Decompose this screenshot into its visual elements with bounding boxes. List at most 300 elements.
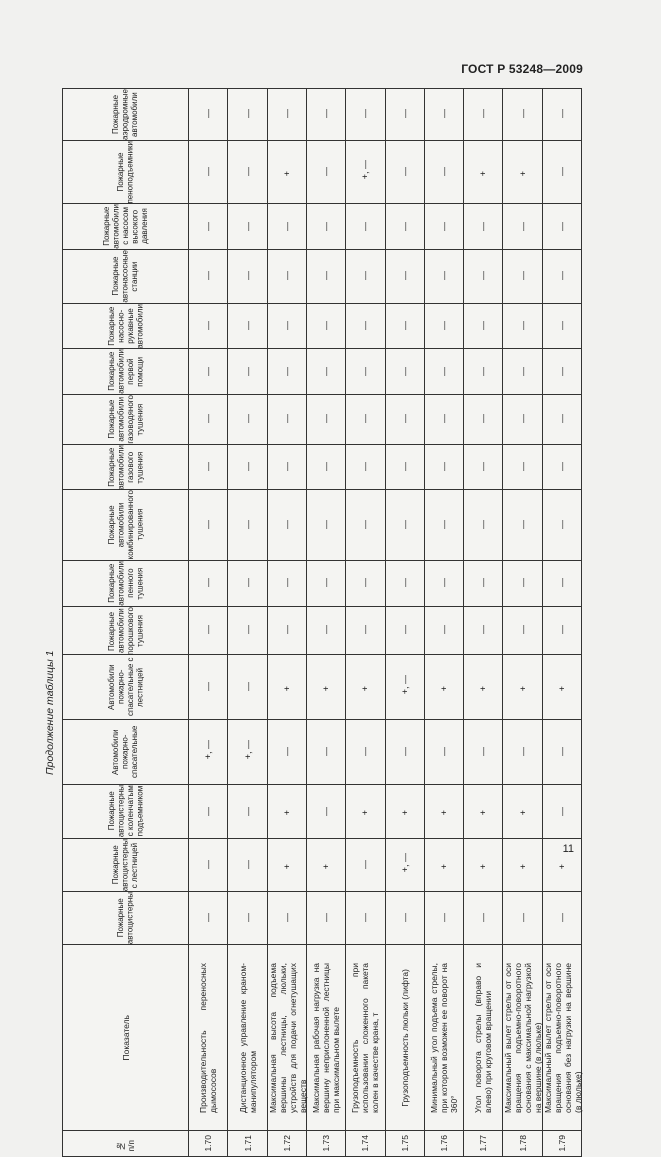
- mark: —: [281, 520, 292, 530]
- mark: —: [399, 167, 410, 177]
- mark-cell: [228, 250, 267, 304]
- mark: —: [203, 462, 214, 472]
- vehicle-type-label: Пожарные автоцистерны: [116, 891, 135, 945]
- mark: —: [478, 321, 489, 331]
- mark: —: [242, 321, 253, 331]
- mark-cell: [267, 140, 306, 204]
- mark-cell: [464, 303, 503, 349]
- row-number: 1.75: [399, 1135, 410, 1152]
- mark: +: [517, 863, 528, 869]
- mark-cell: [464, 785, 503, 838]
- mark-cell: [542, 606, 581, 655]
- indicator-label-cell: [385, 945, 424, 1131]
- mark: —: [399, 747, 410, 757]
- mark-cell: [306, 444, 345, 490]
- mark-cell: [267, 785, 306, 838]
- mark-cell: [346, 395, 385, 445]
- mark: —: [399, 578, 410, 588]
- mark-cell: [385, 303, 424, 349]
- mark-cell: [503, 490, 542, 560]
- mark-cell: [267, 560, 306, 606]
- vehicle-type-label: Пожарные автомобили порошкового тушения: [106, 606, 145, 655]
- mark: —: [242, 462, 253, 472]
- mark-cell: [464, 606, 503, 655]
- mark: +: [478, 810, 489, 816]
- spec-table: [62, 88, 582, 1157]
- mark-cell: [385, 395, 424, 445]
- row-number-cell: [503, 1131, 542, 1157]
- mark: —: [281, 271, 292, 281]
- mark-cell: [385, 250, 424, 304]
- mark-cell: [228, 720, 267, 785]
- mark-cell: [346, 490, 385, 560]
- mark: —: [556, 625, 567, 635]
- mark: —: [242, 806, 253, 816]
- mark: +: [556, 686, 567, 692]
- mark: —: [556, 462, 567, 472]
- mark: +: [281, 810, 292, 816]
- row-number: 1.70: [203, 1135, 214, 1152]
- indicator-label-cell: [267, 945, 306, 1131]
- mark-cell: [385, 891, 424, 944]
- mark-cell: [542, 303, 581, 349]
- mark: —: [517, 321, 528, 331]
- mark: —: [517, 913, 528, 923]
- mark: +: [517, 810, 528, 816]
- mark-cell: [306, 303, 345, 349]
- indicator-label-cell: [464, 945, 503, 1131]
- indicator-label: Угол поворота стрелы (вправо и влево) при круговом вращении: [473, 962, 494, 1113]
- mark-cell: [189, 349, 228, 395]
- mark: —: [281, 462, 292, 472]
- mark: —: [478, 366, 489, 376]
- mark-cell: [267, 606, 306, 655]
- indicator-label-cell: [346, 945, 385, 1131]
- mark: —: [281, 109, 292, 119]
- mark: —: [242, 682, 253, 692]
- mark-cell: [267, 395, 306, 445]
- standard-header: ГОСТ Р 53248—2009: [461, 62, 583, 76]
- mark-cell: [228, 785, 267, 838]
- mark-cell: [385, 606, 424, 655]
- mark-cell: [424, 303, 463, 349]
- mark: —: [360, 913, 371, 923]
- mark-cell: [189, 140, 228, 204]
- mark: —: [321, 913, 332, 923]
- mark: —: [281, 321, 292, 331]
- mark: —: [321, 462, 332, 472]
- mark-cell: [267, 838, 306, 891]
- mark-cell: [346, 140, 385, 204]
- mark-cell: [267, 349, 306, 395]
- mark-cell: [228, 560, 267, 606]
- mark-cell: [267, 204, 306, 250]
- mark: +: [399, 810, 410, 816]
- mark: —: [478, 578, 489, 588]
- mark-cell: [464, 655, 503, 720]
- mark: —: [478, 462, 489, 472]
- vehicle-type-cell: [63, 395, 189, 445]
- mark: —: [281, 366, 292, 376]
- mark: —: [517, 747, 528, 757]
- mark-cell: [306, 490, 345, 560]
- mark: —: [321, 167, 332, 177]
- mark-cell: [542, 720, 581, 785]
- mark: +, —: [360, 160, 371, 180]
- mark-cell: [228, 89, 267, 141]
- mark: —: [360, 109, 371, 119]
- mark-cell: [542, 655, 581, 720]
- indicator-label: Грузоподъемность люльки (лифта): [399, 968, 410, 1107]
- mark: —: [517, 366, 528, 376]
- mark-cell: [464, 349, 503, 395]
- vehicle-type-label: Пожарные автоцистерны с коленчатым подъемником: [106, 785, 145, 838]
- mark-cell: [503, 303, 542, 349]
- row-number-cell: [464, 1131, 503, 1157]
- mark-cell: [228, 349, 267, 395]
- mark-cell: [346, 89, 385, 141]
- mark-cell: [464, 490, 503, 560]
- mark-cell: [424, 204, 463, 250]
- mark: +: [281, 170, 292, 177]
- indicator-label-cell: [306, 945, 345, 1131]
- mark: —: [438, 747, 449, 757]
- vehicle-type-cell: [63, 89, 189, 141]
- mark: —: [556, 321, 567, 331]
- mark: —: [556, 414, 567, 424]
- indicator-label-cell: [542, 945, 581, 1131]
- mark: —: [399, 520, 410, 530]
- row-number-cell: [424, 1131, 463, 1157]
- row-number: 1.72: [281, 1135, 292, 1152]
- vehicle-type-cell: [63, 655, 189, 720]
- mark: —: [203, 682, 214, 692]
- row-number-cell: [385, 1131, 424, 1157]
- mark: —: [399, 221, 410, 231]
- mark: —: [360, 462, 371, 472]
- indicator-label: Минимальный угол подъема стрелы, при котором возможен ее поворот на 360°: [428, 962, 459, 1113]
- mark-cell: [189, 490, 228, 560]
- mark: —: [360, 271, 371, 281]
- mark-cell: [385, 490, 424, 560]
- mark: —: [438, 578, 449, 588]
- mark: —: [556, 366, 567, 376]
- mark-cell: [424, 720, 463, 785]
- mark: —: [517, 271, 528, 281]
- row-number: 1.78: [517, 1135, 528, 1152]
- row-number: 1.79: [556, 1135, 567, 1152]
- mark-cell: [189, 204, 228, 250]
- mark-cell: [267, 490, 306, 560]
- mark-cell: [306, 560, 345, 606]
- mark: —: [321, 366, 332, 376]
- indicator-label: Максимальный вылет стрелы от оси вращения подъемно-поворотного основания с максимальной нагрузкой на вершине (в люльке): [503, 962, 544, 1113]
- mark-cell: [306, 395, 345, 445]
- vehicle-type-cell: [63, 204, 189, 250]
- mark: —: [242, 109, 253, 119]
- mark-cell: [189, 250, 228, 304]
- mark-cell: [503, 349, 542, 395]
- vehicle-type-label: Пожарные автомобили газового тушения: [106, 444, 145, 490]
- vehicle-type-cell: [63, 303, 189, 349]
- row-number-cell: [306, 1131, 345, 1157]
- mark-cell: [503, 250, 542, 304]
- mark-cell: [424, 606, 463, 655]
- mark-cell: [385, 89, 424, 141]
- vehicle-type-label: Автомобили пожарно-спасательные с лестницей: [106, 658, 145, 717]
- vehicle-type-label: Автомобили пожарно-спасательные: [111, 726, 140, 779]
- mark: —: [517, 625, 528, 635]
- mark: —: [321, 414, 332, 424]
- mark: —: [203, 271, 214, 281]
- row-number-cell: [228, 1131, 267, 1157]
- mark: —: [399, 271, 410, 281]
- mark: +, —: [242, 740, 253, 760]
- vehicle-type-label: Пожарные автомобили газоводяного тушения: [106, 395, 145, 444]
- mark: —: [242, 167, 253, 177]
- mark: +: [321, 863, 332, 869]
- mark: —: [321, 109, 332, 119]
- mark-cell: [424, 891, 463, 944]
- mark: +, —: [399, 675, 410, 695]
- page-number: 11: [562, 843, 574, 855]
- mark-cell: [542, 560, 581, 606]
- mark: —: [242, 271, 253, 281]
- mark: —: [321, 321, 332, 331]
- mark-cell: [346, 785, 385, 838]
- indicator-label: Максимальная высота подъема вершины лестницы, люльки, устройств для подачи огнетушащих веществ: [267, 962, 308, 1113]
- mark-cell: [503, 785, 542, 838]
- mark: —: [478, 414, 489, 424]
- indicator-label-cell: [189, 945, 228, 1131]
- mark: +: [478, 686, 489, 692]
- mark-cell: [306, 250, 345, 304]
- mark: +: [321, 686, 332, 692]
- mark-cell: [189, 655, 228, 720]
- mark-cell: [267, 303, 306, 349]
- mark-cell: [503, 89, 542, 141]
- mark-cell: [503, 444, 542, 490]
- mark-cell: [228, 395, 267, 445]
- mark: —: [438, 109, 449, 119]
- mark: —: [517, 462, 528, 472]
- mark: —: [203, 578, 214, 588]
- mark: —: [203, 859, 214, 869]
- mark-cell: [189, 720, 228, 785]
- mark-cell: [346, 204, 385, 250]
- vehicle-type-cell: [63, 140, 189, 204]
- mark-cell: [464, 560, 503, 606]
- mark: —: [556, 520, 567, 530]
- mark: —: [242, 578, 253, 588]
- vehicle-type-cell: [63, 838, 189, 891]
- mark-cell: [385, 349, 424, 395]
- mark: +: [478, 170, 489, 177]
- mark-cell: [464, 89, 503, 141]
- mark-cell: [346, 606, 385, 655]
- indicator-label-cell: [228, 945, 267, 1131]
- mark-cell: [503, 891, 542, 944]
- mark-cell: [189, 444, 228, 490]
- row-number-cell: [542, 1131, 581, 1157]
- num-header: № п/п: [115, 1140, 136, 1152]
- pokaz-header-cell: [63, 945, 189, 1131]
- mark: —: [438, 366, 449, 376]
- mark: —: [438, 414, 449, 424]
- mark: —: [399, 366, 410, 376]
- mark: —: [438, 462, 449, 472]
- mark-cell: [424, 349, 463, 395]
- mark-cell: [385, 140, 424, 204]
- mark-cell: [228, 140, 267, 204]
- mark-cell: [346, 720, 385, 785]
- mark: —: [281, 414, 292, 424]
- mark-cell: [189, 303, 228, 349]
- mark-cell: [464, 250, 503, 304]
- mark-cell: [424, 140, 463, 204]
- mark: —: [399, 625, 410, 635]
- mark: +: [556, 863, 567, 869]
- mark-cell: [306, 89, 345, 141]
- mark: —: [478, 625, 489, 635]
- mark: —: [556, 221, 567, 231]
- vehicle-type-cell: [63, 490, 189, 560]
- mark-cell: [542, 490, 581, 560]
- mark: —: [321, 806, 332, 816]
- mark: —: [360, 859, 371, 869]
- mark-cell: [503, 204, 542, 250]
- mark-cell: [306, 606, 345, 655]
- vehicle-type-label: Пожарные аэродромные автомобили: [111, 89, 140, 140]
- mark: —: [478, 520, 489, 530]
- mark-cell: [306, 720, 345, 785]
- mark: —: [360, 414, 371, 424]
- mark: —: [203, 167, 214, 177]
- mark: —: [321, 578, 332, 588]
- mark-cell: [542, 204, 581, 250]
- mark-cell: [542, 891, 581, 944]
- indicator-label-cell: [424, 945, 463, 1131]
- vehicle-type-label: Пожарные автомобили комбинированного тушения: [106, 490, 145, 560]
- mark-cell: [503, 655, 542, 720]
- mark: —: [321, 747, 332, 757]
- mark-cell: [542, 785, 581, 838]
- pokaz-header: Показатель: [120, 1014, 131, 1061]
- mark-cell: [464, 204, 503, 250]
- mark: —: [517, 414, 528, 424]
- mark-cell: [346, 838, 385, 891]
- mark: +: [360, 686, 371, 692]
- mark-cell: [385, 204, 424, 250]
- mark: —: [478, 913, 489, 923]
- row-number: 1.76: [438, 1135, 449, 1152]
- vehicle-type-label: Пожарные автомобили с насосом высокого давления: [101, 204, 149, 250]
- mark: +, —: [203, 740, 214, 760]
- mark-cell: [385, 720, 424, 785]
- mark: —: [517, 109, 528, 119]
- mark: —: [360, 747, 371, 757]
- mark-cell: [189, 89, 228, 141]
- mark-cell: [542, 395, 581, 445]
- mark: —: [321, 520, 332, 530]
- vehicle-type-label: Пожарные насосно-рукавные автомобили: [106, 303, 145, 349]
- mark: —: [203, 109, 214, 119]
- mark-cell: [385, 655, 424, 720]
- mark-cell: [306, 655, 345, 720]
- vehicle-type-label: Пожарные автонасосные станции: [111, 250, 140, 303]
- mark-cell: [542, 140, 581, 204]
- mark: +: [517, 170, 528, 177]
- mark: —: [438, 625, 449, 635]
- mark: —: [360, 221, 371, 231]
- mark: —: [556, 806, 567, 816]
- mark-cell: [346, 891, 385, 944]
- vehicle-type-cell: [63, 349, 189, 395]
- mark: +: [478, 863, 489, 869]
- vehicle-type-cell: [63, 720, 189, 785]
- mark: —: [242, 366, 253, 376]
- mark: —: [203, 806, 214, 816]
- mark: —: [321, 221, 332, 231]
- mark: —: [360, 520, 371, 530]
- mark-cell: [228, 303, 267, 349]
- mark-cell: [346, 444, 385, 490]
- mark: —: [438, 520, 449, 530]
- mark-cell: [306, 838, 345, 891]
- mark-cell: [228, 606, 267, 655]
- mark: —: [203, 366, 214, 376]
- mark: —: [478, 747, 489, 757]
- mark-cell: [346, 303, 385, 349]
- indicator-label: Дистанционное управление краном-манипулятором: [237, 962, 258, 1113]
- mark-cell: [228, 891, 267, 944]
- mark: +: [438, 686, 449, 692]
- mark-cell: [464, 395, 503, 445]
- mark: —: [399, 414, 410, 424]
- mark-cell: [267, 891, 306, 944]
- mark: —: [242, 221, 253, 231]
- mark-cell: [464, 891, 503, 944]
- mark: —: [281, 221, 292, 231]
- mark: +, —: [399, 852, 410, 872]
- mark-cell: [346, 349, 385, 395]
- mark: —: [242, 625, 253, 635]
- vehicle-type-cell: [63, 250, 189, 304]
- mark-cell: [189, 606, 228, 655]
- mark-cell: [189, 560, 228, 606]
- row-number-cell: [189, 1131, 228, 1157]
- mark-cell: [189, 785, 228, 838]
- indicator-label: Производительность переносных дымососов: [198, 962, 219, 1113]
- mark: —: [360, 625, 371, 635]
- mark: —: [438, 167, 449, 177]
- mark: —: [517, 221, 528, 231]
- mark: —: [203, 625, 214, 635]
- mark: —: [517, 578, 528, 588]
- mark-cell: [267, 720, 306, 785]
- mark-cell: [385, 838, 424, 891]
- mark: —: [281, 747, 292, 757]
- mark-cell: [503, 395, 542, 445]
- indicator-label-cell: [503, 945, 542, 1131]
- mark-cell: [464, 140, 503, 204]
- mark-cell: [189, 395, 228, 445]
- mark: —: [203, 913, 214, 923]
- mark-cell: [464, 444, 503, 490]
- mark-cell: [228, 444, 267, 490]
- mark-cell: [424, 89, 463, 141]
- indicator-label: Максимальный вылет стрелы от оси вращения подъемно-поворотного основания без нагрузки на вершине (в люльке): [542, 962, 583, 1113]
